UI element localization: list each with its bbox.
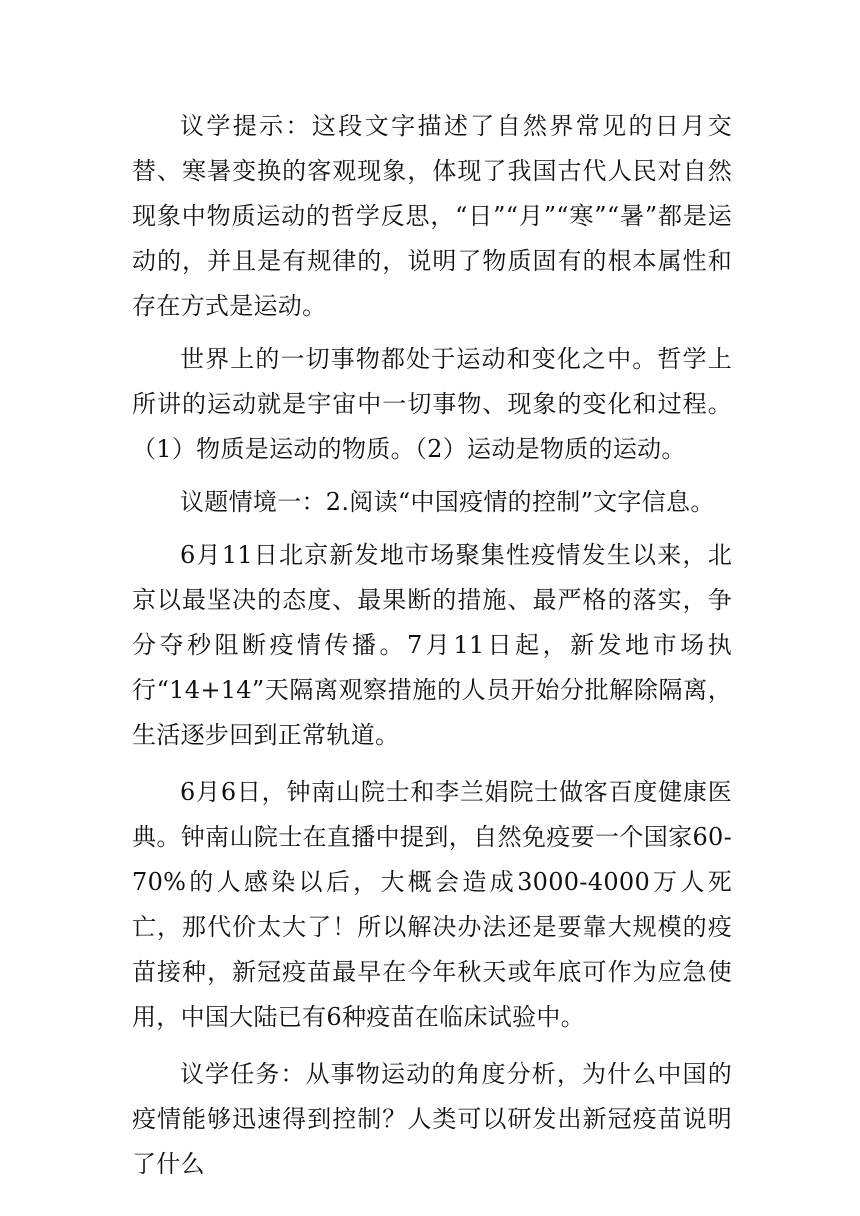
paragraph-study-task: 议学任务：从事物运动的角度分析，为什么中国的疫情能够迅速得到控制？人类可以研发出新冠疫苗说明了什么 (132, 1060, 732, 1178)
paragraph-motion-explanation: 世界上的一切事物都处于运动和变化之中。哲学上所讲的运动就是宇宙中一切事物、现象的变化和过程。（1）物质是运动的物质。（2）运动是物质的运动。 (132, 345, 732, 463)
paragraph-zhong-nanshan: 6月6日，钟南山院士和李兰娟院士做客百度健康医典。钟南山院士在直播中提到，自然免疫要一个国家60-70%的人感染以后，大概会造成3000-4000万人死亡，那代价太大了！所以解决办法还是要靠大规模的疫苗接种，新冠疫苗最早在今年秋天或年底可作为应急使用，中国大陆已有6种疫苗在临床试验中。 (132, 778, 732, 1031)
paragraph-scenario-one: 议题情境一：2.阅读“中国疫情的控制”文字信息。 (180, 488, 715, 516)
document-body (132, 104, 732, 1187)
paragraph-study-hint: 议学提示：这段文字描述了自然界常见的日月交替、寒暑变换的客观现象，体现了我国古代人民对自然现象中物质运动的哲学反思，“日”“月”“寒”“暑”都是运动的，并且是有规律的，说明了物质固有的根本属性和存在方式是运动。 (132, 112, 732, 320)
paragraph-beijing-outbreak: 6月11日北京新发地市场聚集性疫情发生以来，北京以最坚决的态度、最果断的措施、最严格的落实，争分夺秒阻断疫情传播。7月11日起，新发地市场执行“14+14”天隔离观察措施的人员开始分批解除隔离，生活逐步回到正常轨道。 (132, 541, 732, 749)
